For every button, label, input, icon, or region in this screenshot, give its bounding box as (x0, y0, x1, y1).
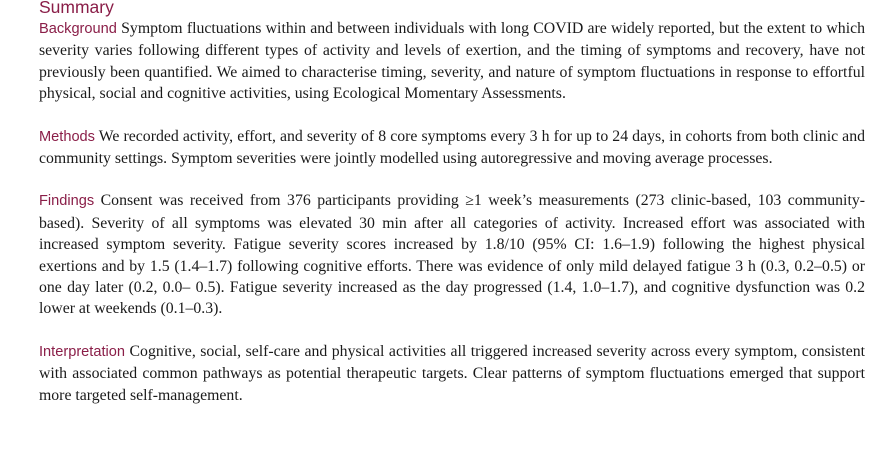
background-label: Background (39, 21, 117, 37)
background-paragraph (39, 18, 865, 105)
summary-heading: Summary (39, 0, 114, 17)
summary-section (39, 0, 865, 406)
interpretation-label: Interpretation (39, 343, 125, 360)
methods-text: We recorded activity, effort, and severity of 8 core symptoms every 3 h for up to 24 days, in cohorts from both clinic and community settings. Symptom severities were jointly modelled using autoregressive and moving average processes. (39, 127, 865, 168)
interpretation-paragraph (39, 341, 865, 406)
findings-text: Consent was received from 376 participants providing ≥1 week’s measurements (273 clinic-based, 103 community-based). Severity of all symptoms was elevated 30 min after all categories of activity. Increased effort was associated with increased symptom severity. Fatigue severity scores increased by 1.8/10 (95% CI: 1.6–1.9) following the highest physical exertions and by 1.5 (1.4–1.7) following cognitive efforts. There was evidence of only mild delayed fatigue 3 h (0.3, 0.2–0.5) or one day later (0.2, 0.0– 0.5). Fatigue severity increased as the day progressed (1.4, 1.0–1.7), and cognitive dysfunction was 0.2 lower at weekends (0.1–0.3). (39, 192, 865, 318)
background-text: Symptom fluctuations within and between individuals with long COVID are widely reported, but the extent to which severity varies following different types of activity and levels of exertion, and the timing of symptoms and recovery, have not previously been quantified. We aimed to characterise timing, severity, and nature of symptom fluctuations in response to effortful physical, social and cognitive activities, using Ecological Momentary Assessments. (39, 20, 866, 103)
methods-label: Methods (39, 128, 95, 145)
findings-paragraph (39, 190, 865, 319)
findings-label: Findings (39, 193, 95, 210)
interpretation-text: Cognitive, social, self-care and physical activities all triggered increased severity across every symptom, consistent with associated common pathways as potential therapeutic targets. Clear patterns of symptom fluctuations emerged that support more targeted self-management. (39, 342, 865, 404)
methods-paragraph (39, 126, 865, 170)
